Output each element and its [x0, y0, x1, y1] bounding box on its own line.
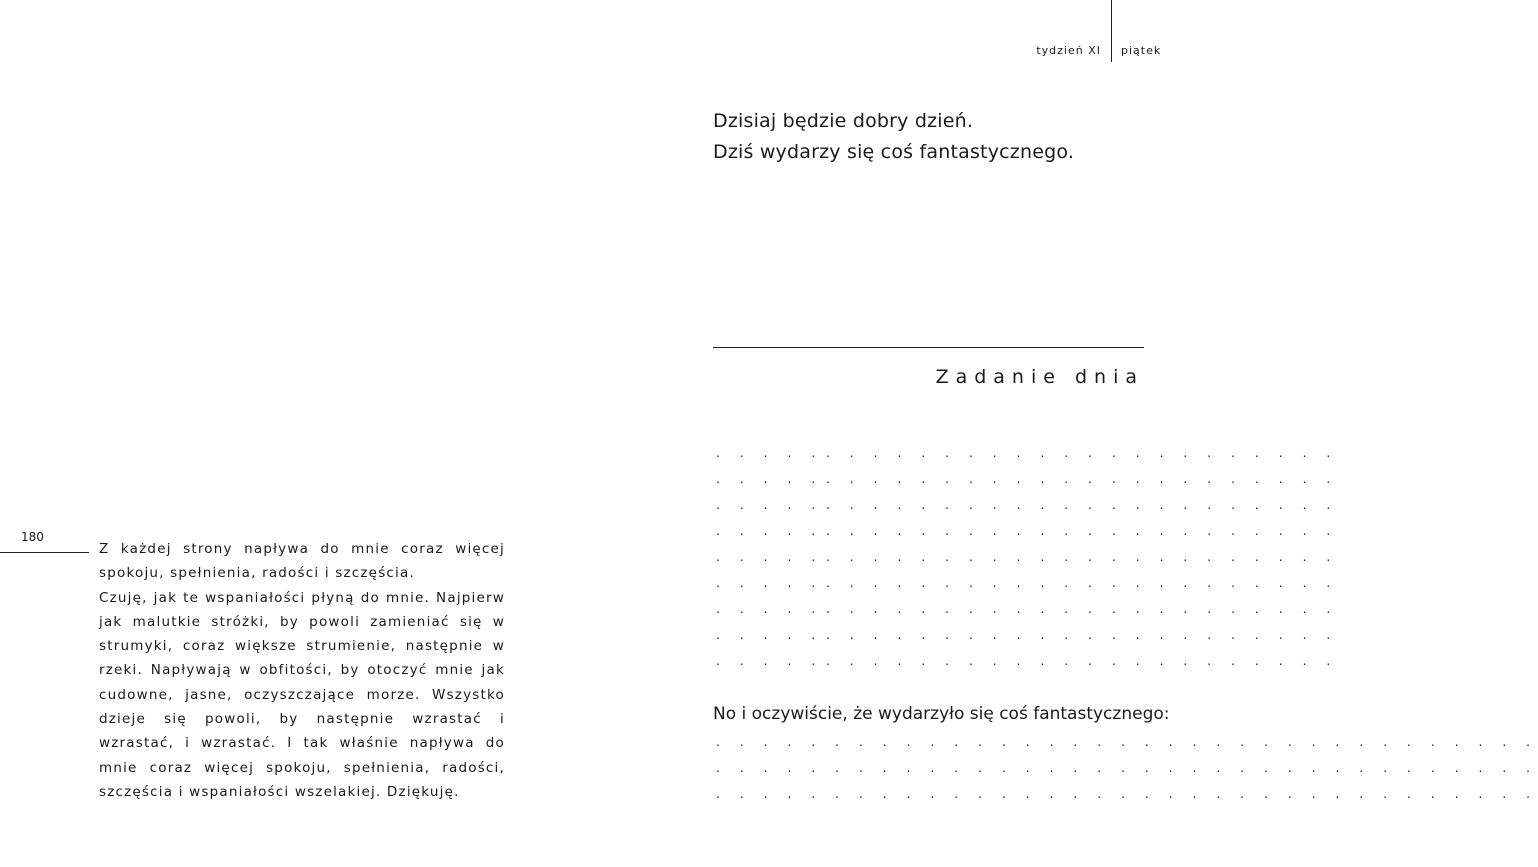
- task-dot-row[interactable]: [716, 548, 1339, 574]
- task-dots-long: . . . . . . . . . . . . . . . . . . . . . .: [826, 654, 1339, 668]
- task-dot-row[interactable]: [716, 444, 1339, 470]
- task-dot-row[interactable]: [716, 522, 1339, 548]
- day-label: piątek: [1121, 44, 1162, 57]
- task-dots-short: . . . . .: [716, 498, 824, 512]
- task-dots-long: . . . . . . . . . . . . . . . . . . . . . .: [826, 550, 1339, 564]
- task-dots-long: . . . . . . . . . . . . . . . . . . . . . .: [826, 602, 1339, 616]
- page-number-rule: [0, 552, 89, 553]
- week-label: tydzień XI: [1036, 44, 1101, 57]
- body-paragraph-1: Z każdej strony napływa do mnie coraz więcej spokoju, spełnienia, radości i szczęścia.: [99, 541, 505, 582]
- task-dots-long: . . . . . . . . . . . . . . . . . . . . . .: [826, 524, 1339, 538]
- affirmation: [713, 106, 1074, 168]
- task-title: Zadanie dnia: [935, 366, 1144, 388]
- task-dots-long: . . . . . . . . . . . . . . . . . . . . . .: [826, 498, 1339, 512]
- task-dots-long: . . . . . . . . . . . . . . . . . . . . . .: [826, 446, 1339, 460]
- header-divider: [1111, 0, 1112, 62]
- task-dot-row[interactable]: [716, 652, 1339, 678]
- task-dot-row[interactable]: [716, 600, 1339, 626]
- body-text: [99, 537, 505, 804]
- closing-dot-rows: [716, 733, 1538, 811]
- task-dot-row[interactable]: [716, 496, 1339, 522]
- closing-dot-row[interactable]: . . . . . . . . . . . . . . . . . . . . . . . . . . . . . . . . . . .: [716, 735, 1538, 749]
- task-dots-short: . . . . .: [716, 446, 824, 460]
- task-dots-long: . . . . . . . . . . . . . . . . . . . . . .: [826, 472, 1339, 486]
- task-dots-short: . . . . .: [716, 576, 824, 590]
- task-dot-row[interactable]: [716, 470, 1339, 496]
- task-dots-short: . . . . .: [716, 654, 824, 668]
- affirmation-line-2: Dziś wydarzy się coś fantastycznego.: [713, 141, 1075, 163]
- task-divider: [713, 347, 1144, 348]
- task-dot-row[interactable]: [716, 626, 1339, 652]
- page-number: 180: [21, 530, 44, 544]
- task-dots-long: . . . . . . . . . . . . . . . . . . . . . .: [826, 628, 1339, 642]
- task-dot-rows: [716, 444, 1339, 678]
- task-dots-short: . . . . .: [716, 628, 824, 642]
- task-dots-short: . . . . .: [716, 472, 824, 486]
- task-dots-short: . . . . .: [716, 602, 824, 616]
- body-paragraph-2: Czuję, jak te wspaniałości płyną do mnie. Najpierw jak malutkie stróżki, by powoli zamieniać się w strumyki, coraz większe strumienie, następnie w rzeki. Napływają w obfitości, by otoczyć mnie jak cudowne, jasne, oczyszczające morze. Wszystko dzieje się powoli, by następnie wzrastać i wzrastać, i wzrastać. I tak właśnie napływa do mnie coraz więcej spokoju, spełnienia, radości, szczęścia i wspaniałości wszelakiej. Dziękuję.: [99, 589, 505, 800]
- affirmation-line-1: Dzisiaj będzie dobry dzień.: [713, 110, 974, 132]
- task-dots-short: . . . . .: [716, 550, 824, 564]
- closing-dot-row[interactable]: . . . . . . . . . . . . . . . . . . . . . . . . . . . . . . . . . . .: [716, 787, 1538, 801]
- closing-dot-row[interactable]: . . . . . . . . . . . . . . . . . . . . . . . . . . . . . . . . . . .: [716, 761, 1538, 775]
- closing-prompt: No i oczywiście, że wydarzyło się coś fantastycznego:: [713, 704, 1170, 724]
- task-dots-long: . . . . . . . . . . . . . . . . . . . . . .: [826, 576, 1339, 590]
- task-dot-row[interactable]: [716, 574, 1339, 600]
- task-dots-short: . . . . .: [716, 524, 824, 538]
